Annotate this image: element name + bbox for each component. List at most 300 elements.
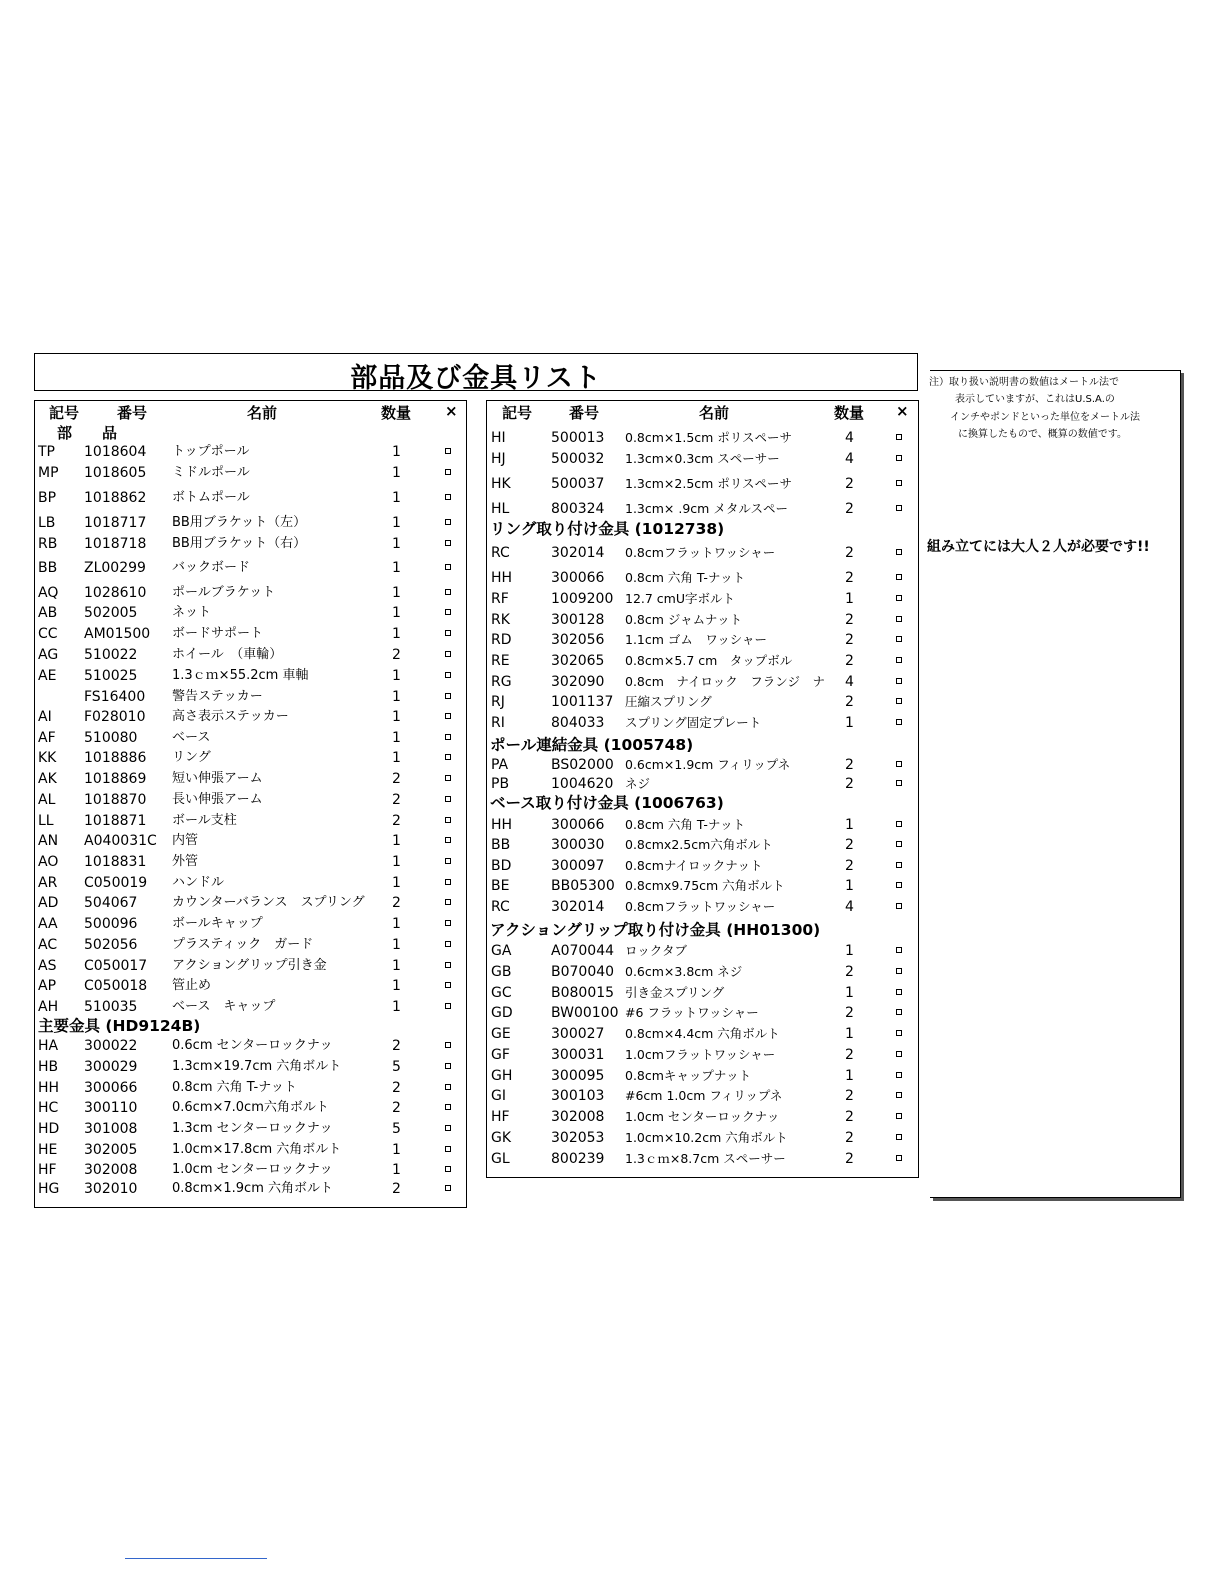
part-code: AN xyxy=(38,833,59,849)
part-code: HG xyxy=(38,1181,60,1197)
part-qty: 1 xyxy=(392,709,401,725)
part-code: HI xyxy=(491,430,506,446)
part-qty: 1 xyxy=(392,750,401,766)
part-name: 0.8cm ジャムナット xyxy=(625,612,743,627)
part-name: 0.6cm×1.9cm フィリップネ xyxy=(625,757,791,772)
part-name: 0.8cm×1.9cm 六角ボルト xyxy=(172,1181,333,1196)
part-name: トップポール xyxy=(172,444,250,459)
checkbox-icon[interactable] xyxy=(896,947,902,953)
header-qty: 数量 xyxy=(834,404,865,422)
checkbox-icon[interactable] xyxy=(445,1146,451,1152)
part-number: B070040 xyxy=(551,964,615,980)
section-heading: ベース取り付け金具 (1006763) xyxy=(490,794,724,812)
part-code: RC xyxy=(491,899,510,915)
part-number: 510080 xyxy=(84,730,138,746)
table-row xyxy=(35,748,466,768)
part-code: CC xyxy=(38,626,58,642)
part-name: ボールキャップ xyxy=(172,916,263,931)
part-number: 300128 xyxy=(551,612,605,628)
table-row xyxy=(487,672,918,692)
part-number: 300031 xyxy=(551,1047,605,1063)
part-code: HL xyxy=(491,501,510,517)
table-row xyxy=(487,1149,918,1169)
checkbox-icon[interactable] xyxy=(896,1051,902,1057)
part-name: 1.1cm ゴム ワッシャー xyxy=(625,632,768,647)
part-number: F028010 xyxy=(84,709,146,725)
part-qty: 1 xyxy=(392,937,401,953)
part-number: 800324 xyxy=(551,501,605,517)
part-name: #6cm 1.0cm フィリップネ xyxy=(625,1088,783,1103)
parts-table-left xyxy=(34,400,467,1208)
table-row xyxy=(487,610,918,630)
part-qty: 2 xyxy=(392,792,401,808)
table-row xyxy=(35,1036,466,1056)
part-number: 504067 xyxy=(84,895,138,911)
part-name: ベース キャップ xyxy=(172,999,276,1014)
table-row xyxy=(487,1107,918,1127)
part-code: LB xyxy=(38,515,56,531)
table-row xyxy=(487,1128,918,1148)
part-code: GC xyxy=(491,985,512,1001)
table-row xyxy=(35,1057,466,1077)
part-name: 0.8cmキャップナット xyxy=(625,1068,752,1083)
part-qty: 1 xyxy=(845,943,854,959)
checkbox-icon[interactable] xyxy=(896,968,902,974)
checkbox-icon[interactable] xyxy=(445,1063,451,1069)
part-code: BB xyxy=(491,837,511,853)
header-check: × xyxy=(896,402,909,420)
part-code: HK xyxy=(491,476,511,492)
part-number: C050017 xyxy=(84,958,148,974)
part-number: 1018717 xyxy=(84,515,147,531)
part-code: AO xyxy=(38,854,59,870)
part-name: #6 フラットワッシャー xyxy=(625,1005,759,1020)
part-name: 0.6cm センターロックナッ xyxy=(172,1038,333,1053)
part-name: 引き金スプリング xyxy=(625,985,725,1000)
checkbox-icon[interactable] xyxy=(896,505,902,511)
part-name: 1.3cm センターロックナッ xyxy=(172,1121,333,1136)
part-number: A070044 xyxy=(551,943,615,959)
part-name: 0.8cmフラットワッシャー xyxy=(625,899,776,914)
checkbox-icon[interactable] xyxy=(445,713,451,719)
table-row xyxy=(487,543,918,563)
table-row xyxy=(487,876,918,896)
checkbox-icon[interactable] xyxy=(445,879,451,885)
part-qty: 1 xyxy=(392,560,401,576)
part-number: 300066 xyxy=(551,817,605,833)
part-qty: 1 xyxy=(392,978,401,994)
table-row xyxy=(487,1024,918,1044)
part-code: HC xyxy=(38,1100,59,1116)
part-number: 500096 xyxy=(84,916,138,932)
checkbox-icon[interactable] xyxy=(445,589,451,595)
part-number: 300097 xyxy=(551,858,605,874)
part-qty: 2 xyxy=(845,964,854,980)
checkbox-icon[interactable] xyxy=(445,941,451,947)
table-row xyxy=(35,603,466,623)
table-row xyxy=(35,666,466,686)
part-name: BB用ブラケット（右） xyxy=(172,536,307,551)
part-name: ベース xyxy=(172,730,211,745)
checkbox-icon[interactable] xyxy=(896,616,902,622)
part-name: 1.0cm×10.2cm 六角ボルト xyxy=(625,1130,788,1145)
header-qty: 数量 xyxy=(381,404,412,422)
header-parts: 部 品 xyxy=(57,424,118,442)
table-row xyxy=(35,1160,466,1180)
part-number: 300110 xyxy=(84,1100,138,1116)
checkbox-icon[interactable] xyxy=(445,899,451,905)
part-number: 302090 xyxy=(551,674,605,690)
part-name: ホイール （車輪） xyxy=(172,647,283,662)
checkbox-icon[interactable] xyxy=(445,817,451,823)
checkbox-icon[interactable] xyxy=(896,862,902,868)
part-number: 1018869 xyxy=(84,771,147,787)
header-number: 番号 xyxy=(569,404,600,422)
part-number: 302014 xyxy=(551,899,605,915)
table-row xyxy=(487,651,918,671)
checkbox-icon[interactable] xyxy=(896,698,902,704)
part-qty: 1 xyxy=(392,854,401,870)
checkbox-icon[interactable] xyxy=(896,549,902,555)
part-number: BB05300 xyxy=(551,878,615,894)
part-number: 302053 xyxy=(551,1130,605,1146)
part-code: AE xyxy=(38,668,57,684)
part-code: GI xyxy=(491,1088,506,1104)
checkbox-icon[interactable] xyxy=(896,657,902,663)
table-row xyxy=(35,707,466,727)
table-row xyxy=(35,873,466,893)
part-code: HA xyxy=(38,1038,59,1054)
part-code: GL xyxy=(491,1151,510,1167)
part-name: スプリング固定プレート xyxy=(625,715,762,730)
part-name: 1.0cmフラットワッシャー xyxy=(625,1047,776,1062)
header-number: 番号 xyxy=(117,404,148,422)
checkbox-icon[interactable] xyxy=(445,796,451,802)
table-row xyxy=(35,976,466,996)
part-name: 0.6cm×3.8cm ネジ xyxy=(625,964,743,979)
part-name: 0.8cm×5.7 cm タップボル xyxy=(625,653,793,668)
part-code: HH xyxy=(491,817,513,833)
table-row xyxy=(35,1098,466,1118)
part-qty: 2 xyxy=(845,1088,854,1104)
part-name: リング xyxy=(172,750,211,765)
part-qty: 2 xyxy=(845,545,854,561)
part-code: RF xyxy=(491,591,509,607)
table-row xyxy=(487,1066,918,1086)
part-qty: 4 xyxy=(845,451,854,467)
part-qty: 2 xyxy=(845,757,854,773)
checkbox-icon[interactable] xyxy=(445,540,451,546)
part-name: 警告ステッカー xyxy=(172,689,263,704)
checkbox-icon[interactable] xyxy=(445,775,451,781)
checkbox-icon[interactable] xyxy=(445,519,451,525)
part-code: RK xyxy=(491,612,510,628)
part-number: BW00100 xyxy=(551,1005,619,1021)
part-name: アクショングリップ引き金 xyxy=(172,958,327,973)
part-code: GK xyxy=(491,1130,512,1146)
part-name: 0.8cmナイロックナット xyxy=(625,858,763,873)
checkbox-icon[interactable] xyxy=(896,1072,902,1078)
part-name: ロックタブ xyxy=(625,943,688,958)
part-name: 長い伸張アーム xyxy=(172,792,263,807)
checkbox-icon[interactable] xyxy=(896,821,902,827)
part-qty: 1 xyxy=(392,605,401,621)
checkbox-icon[interactable] xyxy=(445,448,451,454)
part-number: 500013 xyxy=(551,430,605,446)
header-check: × xyxy=(445,402,458,420)
section-heading: リング取り付け金具 (1012738) xyxy=(490,520,725,538)
part-name: ネジ xyxy=(625,776,651,791)
part-code: PB xyxy=(491,776,510,792)
checkbox-icon[interactable] xyxy=(445,609,451,615)
part-number: BS02000 xyxy=(551,757,614,773)
table-row xyxy=(487,692,918,712)
checkbox-icon[interactable] xyxy=(445,1166,451,1172)
table-row xyxy=(35,956,466,976)
checkbox-icon[interactable] xyxy=(445,1084,451,1090)
checkbox-icon[interactable] xyxy=(445,982,451,988)
table-row xyxy=(487,941,918,961)
part-code: PA xyxy=(491,757,509,773)
part-code: LL xyxy=(38,813,54,829)
part-qty: 1 xyxy=(392,515,401,531)
part-qty: 2 xyxy=(845,476,854,492)
part-name: ボードサポート xyxy=(172,626,264,641)
part-name: 0.8cmx9.75cm 六角ボルト xyxy=(625,878,785,893)
checkbox-icon[interactable] xyxy=(445,1104,451,1110)
table-row xyxy=(487,755,918,775)
checkbox-icon[interactable] xyxy=(896,841,902,847)
table-row xyxy=(487,630,918,650)
checkbox-icon[interactable] xyxy=(896,1009,902,1015)
table-row xyxy=(35,769,466,789)
part-name: 0.8cm 六角 T-ナット xyxy=(625,570,746,585)
adults-required-note: 組み立てには大人２人が必要です!! xyxy=(927,539,1150,555)
part-number: 302014 xyxy=(551,545,605,561)
part-name: 0.8cmフラットワッシャー xyxy=(625,545,776,560)
table-row xyxy=(35,831,466,851)
checkbox-icon[interactable] xyxy=(445,564,451,570)
part-qty: 2 xyxy=(392,1181,401,1197)
part-qty: 1 xyxy=(392,958,401,974)
section-heading: アクショングリップ取り付け金具 (HH01300) xyxy=(490,921,821,939)
part-qty: 1 xyxy=(392,999,401,1015)
part-number: ZL00299 xyxy=(84,560,146,576)
checkbox-icon[interactable] xyxy=(445,837,451,843)
part-name: BB用ブラケット（左） xyxy=(172,515,307,530)
part-number: 1009200 xyxy=(551,591,614,607)
checkbox-icon[interactable] xyxy=(445,1003,451,1009)
part-number: 302008 xyxy=(551,1109,605,1125)
part-number: 510025 xyxy=(84,668,138,684)
part-code: AQ xyxy=(38,585,59,601)
checkbox-icon[interactable] xyxy=(896,882,902,888)
part-name: 1.3cm×2.5cm ポリスペーサ xyxy=(625,476,793,491)
table-row xyxy=(35,558,466,578)
table-row xyxy=(487,835,918,855)
part-name: 0.8cm ナイロック フランジ ナ xyxy=(625,674,825,689)
part-number: 502056 xyxy=(84,937,138,953)
checkbox-icon[interactable] xyxy=(445,1125,451,1131)
part-name: ポールブラケット xyxy=(172,585,276,600)
part-qty: 5 xyxy=(392,1059,401,1075)
table-row xyxy=(487,499,918,519)
part-code: AB xyxy=(38,605,58,621)
part-number: 300022 xyxy=(84,1038,138,1054)
part-name: 内管 xyxy=(172,833,199,848)
table-row xyxy=(35,1140,466,1160)
checkbox-icon[interactable] xyxy=(896,989,902,995)
checkbox-icon[interactable] xyxy=(896,636,902,642)
header-name: 名前 xyxy=(247,404,278,422)
table-row xyxy=(487,1045,918,1065)
checkbox-icon[interactable] xyxy=(445,858,451,864)
part-code: RG xyxy=(491,674,512,690)
part-qty: 1 xyxy=(392,626,401,642)
checkbox-icon[interactable] xyxy=(896,434,902,440)
part-number: 302008 xyxy=(84,1162,138,1178)
part-qty: 1 xyxy=(845,985,854,1001)
checkbox-icon[interactable] xyxy=(445,494,451,500)
part-qty: 2 xyxy=(845,570,854,586)
table-row xyxy=(487,589,918,609)
part-qty: 1 xyxy=(392,465,401,481)
part-name: 1.0cm センターロックナッ xyxy=(172,1162,333,1177)
checkbox-icon[interactable] xyxy=(445,693,451,699)
part-code: RE xyxy=(491,653,510,669)
part-number: 1001137 xyxy=(551,694,614,710)
part-code: AI xyxy=(38,709,52,725)
checkbox-icon[interactable] xyxy=(896,719,902,725)
part-name: 圧縮スプリング xyxy=(625,694,712,709)
table-row xyxy=(35,583,466,603)
part-number: 302005 xyxy=(84,1142,138,1158)
checkbox-icon[interactable] xyxy=(445,630,451,636)
checkbox-icon[interactable] xyxy=(445,469,451,475)
part-name: バックボード xyxy=(172,560,251,575)
part-number: 300066 xyxy=(551,570,605,586)
part-qty: 2 xyxy=(392,813,401,829)
part-code: GE xyxy=(491,1026,511,1042)
part-name: 1.3ｃｍ×8.7cm スペーサー xyxy=(625,1151,786,1166)
part-qty: 1 xyxy=(392,585,401,601)
part-code: RJ xyxy=(491,694,505,710)
part-name: 0.8cmx2.5cm六角ボルト xyxy=(625,837,773,852)
table-row xyxy=(35,624,466,644)
part-number: 500037 xyxy=(551,476,605,492)
note-line: 表示していますが、これはU.S.A.の xyxy=(955,394,1115,405)
checkbox-icon[interactable] xyxy=(896,1113,902,1119)
table-row xyxy=(487,983,918,1003)
page-title: 部品及び金具リスト xyxy=(350,363,602,394)
header-name: 名前 xyxy=(699,404,730,422)
checkbox-icon[interactable] xyxy=(896,455,902,461)
part-qty: 5 xyxy=(392,1121,401,1137)
table-row xyxy=(35,1179,466,1199)
table-row xyxy=(487,713,918,733)
part-code: HD xyxy=(38,1121,60,1137)
part-number: 300030 xyxy=(551,837,605,853)
part-qty: 1 xyxy=(845,1068,854,1084)
checkbox-icon[interactable] xyxy=(896,480,902,486)
table-row xyxy=(487,897,918,917)
part-qty: 1 xyxy=(392,689,401,705)
checkbox-icon[interactable] xyxy=(896,1092,902,1098)
part-code: AD xyxy=(38,895,59,911)
part-name: 1.3cm×0.3cm スペーサー xyxy=(625,451,780,466)
part-code: HF xyxy=(38,1162,57,1178)
part-qty: 1 xyxy=(392,444,401,460)
checkbox-icon[interactable] xyxy=(445,1185,451,1191)
part-code: MP xyxy=(38,465,59,481)
checkbox-icon[interactable] xyxy=(445,651,451,657)
part-number: 300066 xyxy=(84,1080,138,1096)
checkbox-icon[interactable] xyxy=(445,962,451,968)
checkbox-icon[interactable] xyxy=(896,903,902,909)
part-code: HE xyxy=(38,1142,58,1158)
part-name: 1.3ｃｍ×55.2cm 車軸 xyxy=(172,668,309,683)
part-qty: 2 xyxy=(392,647,401,663)
part-code: AK xyxy=(38,771,57,787)
checkbox-icon[interactable] xyxy=(896,1134,902,1140)
title-box xyxy=(34,353,918,394)
table-row xyxy=(35,914,466,934)
part-code: BP xyxy=(38,490,57,506)
header-code: 記号 xyxy=(502,404,533,422)
checkbox-icon[interactable] xyxy=(896,595,902,601)
part-code: KK xyxy=(38,750,57,766)
part-name: プラスティック ガード xyxy=(172,937,314,952)
table-row xyxy=(487,449,918,469)
part-number: A040031C xyxy=(84,833,157,849)
checkbox-icon[interactable] xyxy=(896,761,902,767)
checkbox-icon[interactable] xyxy=(896,574,902,580)
table-row xyxy=(35,790,466,810)
part-name: 1.3cm× .9cm メタルスペー xyxy=(625,501,788,516)
checkbox-icon[interactable] xyxy=(896,1155,902,1161)
parts-table-right xyxy=(486,400,919,1178)
table-row xyxy=(35,1078,466,1098)
part-qty: 1 xyxy=(392,730,401,746)
part-number: 300029 xyxy=(84,1059,138,1075)
part-name: 0.8cm×4.4cm 六角ボルト xyxy=(625,1026,780,1041)
checkbox-icon[interactable] xyxy=(445,920,451,926)
checkbox-icon[interactable] xyxy=(445,672,451,678)
part-qty: 1 xyxy=(392,536,401,552)
part-code: AA xyxy=(38,916,58,932)
checkbox-icon[interactable] xyxy=(445,754,451,760)
checkbox-icon[interactable] xyxy=(896,1030,902,1036)
part-qty: 1 xyxy=(392,833,401,849)
part-name: 0.6cm×7.0cm六角ボルト xyxy=(172,1100,329,1115)
part-qty: 1 xyxy=(845,878,854,894)
part-qty: 2 xyxy=(845,1151,854,1167)
part-qty: 2 xyxy=(392,1100,401,1116)
checkbox-icon[interactable] xyxy=(896,780,902,786)
part-qty: 1 xyxy=(845,817,854,833)
part-number: AM01500 xyxy=(84,626,151,642)
table-row xyxy=(35,997,466,1017)
part-code: GA xyxy=(491,943,512,959)
table-row xyxy=(487,428,918,448)
part-number: 1018604 xyxy=(84,444,147,460)
table-row xyxy=(35,513,466,533)
checkbox-icon[interactable] xyxy=(445,1042,451,1048)
part-code: RI xyxy=(491,715,505,731)
part-code: AS xyxy=(38,958,57,974)
checkbox-icon[interactable] xyxy=(445,734,451,740)
checkbox-icon[interactable] xyxy=(896,678,902,684)
